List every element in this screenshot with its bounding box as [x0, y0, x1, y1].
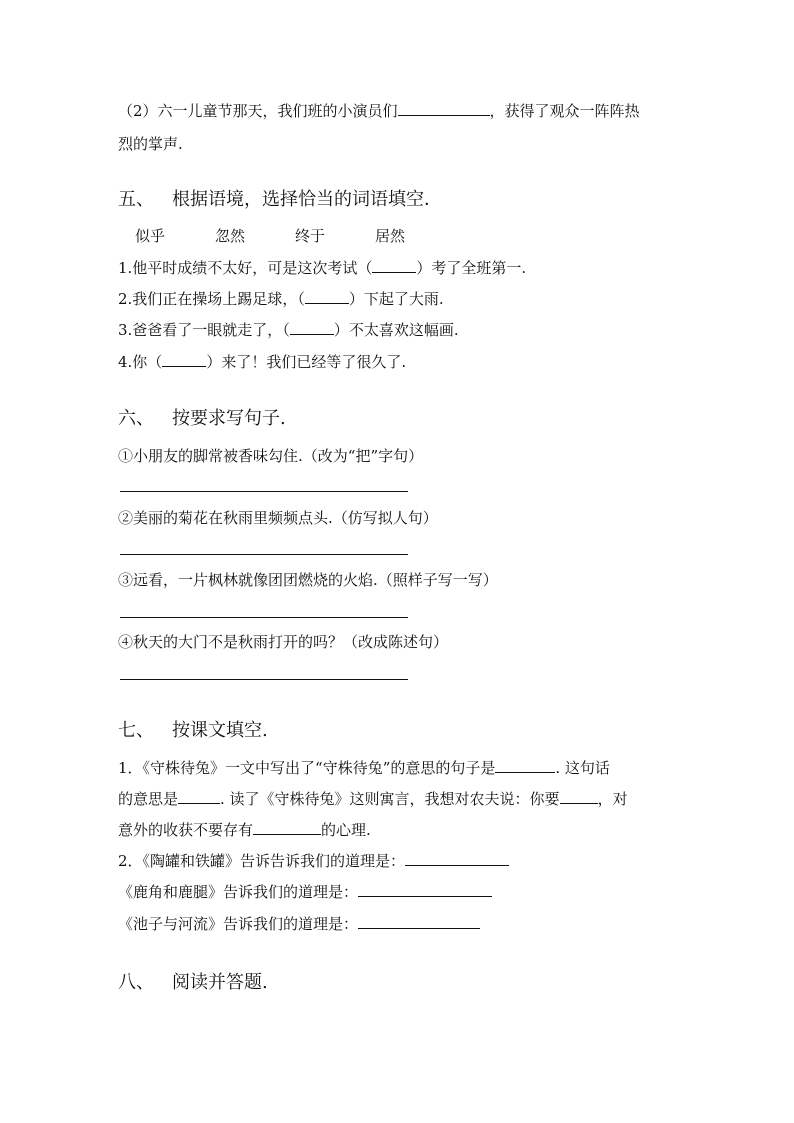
word-choice: 居然 [375, 227, 406, 245]
word-choice: 忽然 [215, 227, 246, 245]
answer-blank[interactable] [495, 758, 555, 773]
section6-item2: ②美丽的菊花在秋雨里频频点头.（仿写拟人句） [118, 509, 438, 527]
section5-item4: 4.你（ ）来了！我们已经等了很久了. [118, 353, 407, 371]
section7-item1-line2: 的意思是 . 读了《守株待兔》这则寓言，我想对农夫说：你要 ，对 [118, 790, 628, 808]
answer-line[interactable] [120, 617, 408, 618]
q4-item2-line2: 烈的掌声. [118, 135, 183, 153]
section5-item2: 2.我们正在操场上踢足球，（ ）下起了大雨. [118, 290, 444, 308]
section5-item3: 3.爸爸看了一眼就走了，（ ）不太喜欢这幅画. [118, 321, 459, 339]
answer-blank[interactable] [358, 914, 480, 929]
q4-item2-line1: （2）六一儿童节那天，我们班的小演员们 ，获得了观众一阵阵热 [118, 102, 640, 120]
answer-blank[interactable] [290, 320, 334, 335]
section7-item2-line2: 《鹿角和鹿腿》告诉我们的道理是： [118, 882, 492, 902]
section7-item1-line1: 1．《守株待兔》一文中写出了“守株待兔”的意思的句子是 . 这句话 [118, 759, 610, 777]
section5-heading: 五、 根据语境，选择恰当的词语填空． [118, 189, 442, 210]
answer-blank[interactable] [305, 289, 349, 304]
section5-item1: 1.他平时成绩不太好，可是这次考试（ ）考了全班第一. [118, 259, 527, 277]
answer-blank[interactable] [405, 851, 509, 866]
section7-item2-line1: 2．《陶罐和铁罐》告诉告诉我们的道理是： [118, 851, 509, 871]
section8-heading: 八、 阅读并答题. [118, 972, 268, 993]
word-choice: 似乎 [135, 227, 166, 245]
answer-line[interactable] [120, 554, 408, 555]
answer-blank[interactable] [178, 789, 220, 804]
answer-line[interactable] [120, 679, 408, 680]
section6-item4: ④秋天的大门不是秋雨打开的吗？（改成陈述句） [118, 633, 449, 651]
answer-blank[interactable] [398, 101, 490, 116]
answer-blank[interactable] [560, 789, 598, 804]
answer-blank[interactable] [372, 258, 416, 273]
section6-item3: ③远看，一片枫林就像团团燃烧的火焰.（照样子写一写） [118, 571, 498, 589]
word-choices [135, 226, 405, 246]
section7-heading: 七、 按课文填空. [118, 720, 268, 741]
section7-item1-line3: 意外的收获不要存有 的心理. [118, 821, 371, 839]
answer-blank[interactable] [162, 352, 206, 367]
answer-blank[interactable] [253, 820, 321, 835]
section6-heading: 六、 按要求写句子. [118, 408, 286, 429]
section7-item2-line3: 《池子与河流》告诉我们的道理是： [118, 914, 480, 934]
word-choice: 终于 [295, 227, 326, 245]
section6-item1: ①小朋友的脚常被香味勾住.（改为“把”字句） [118, 447, 424, 465]
answer-line[interactable] [120, 491, 408, 492]
answer-blank[interactable] [358, 882, 492, 897]
